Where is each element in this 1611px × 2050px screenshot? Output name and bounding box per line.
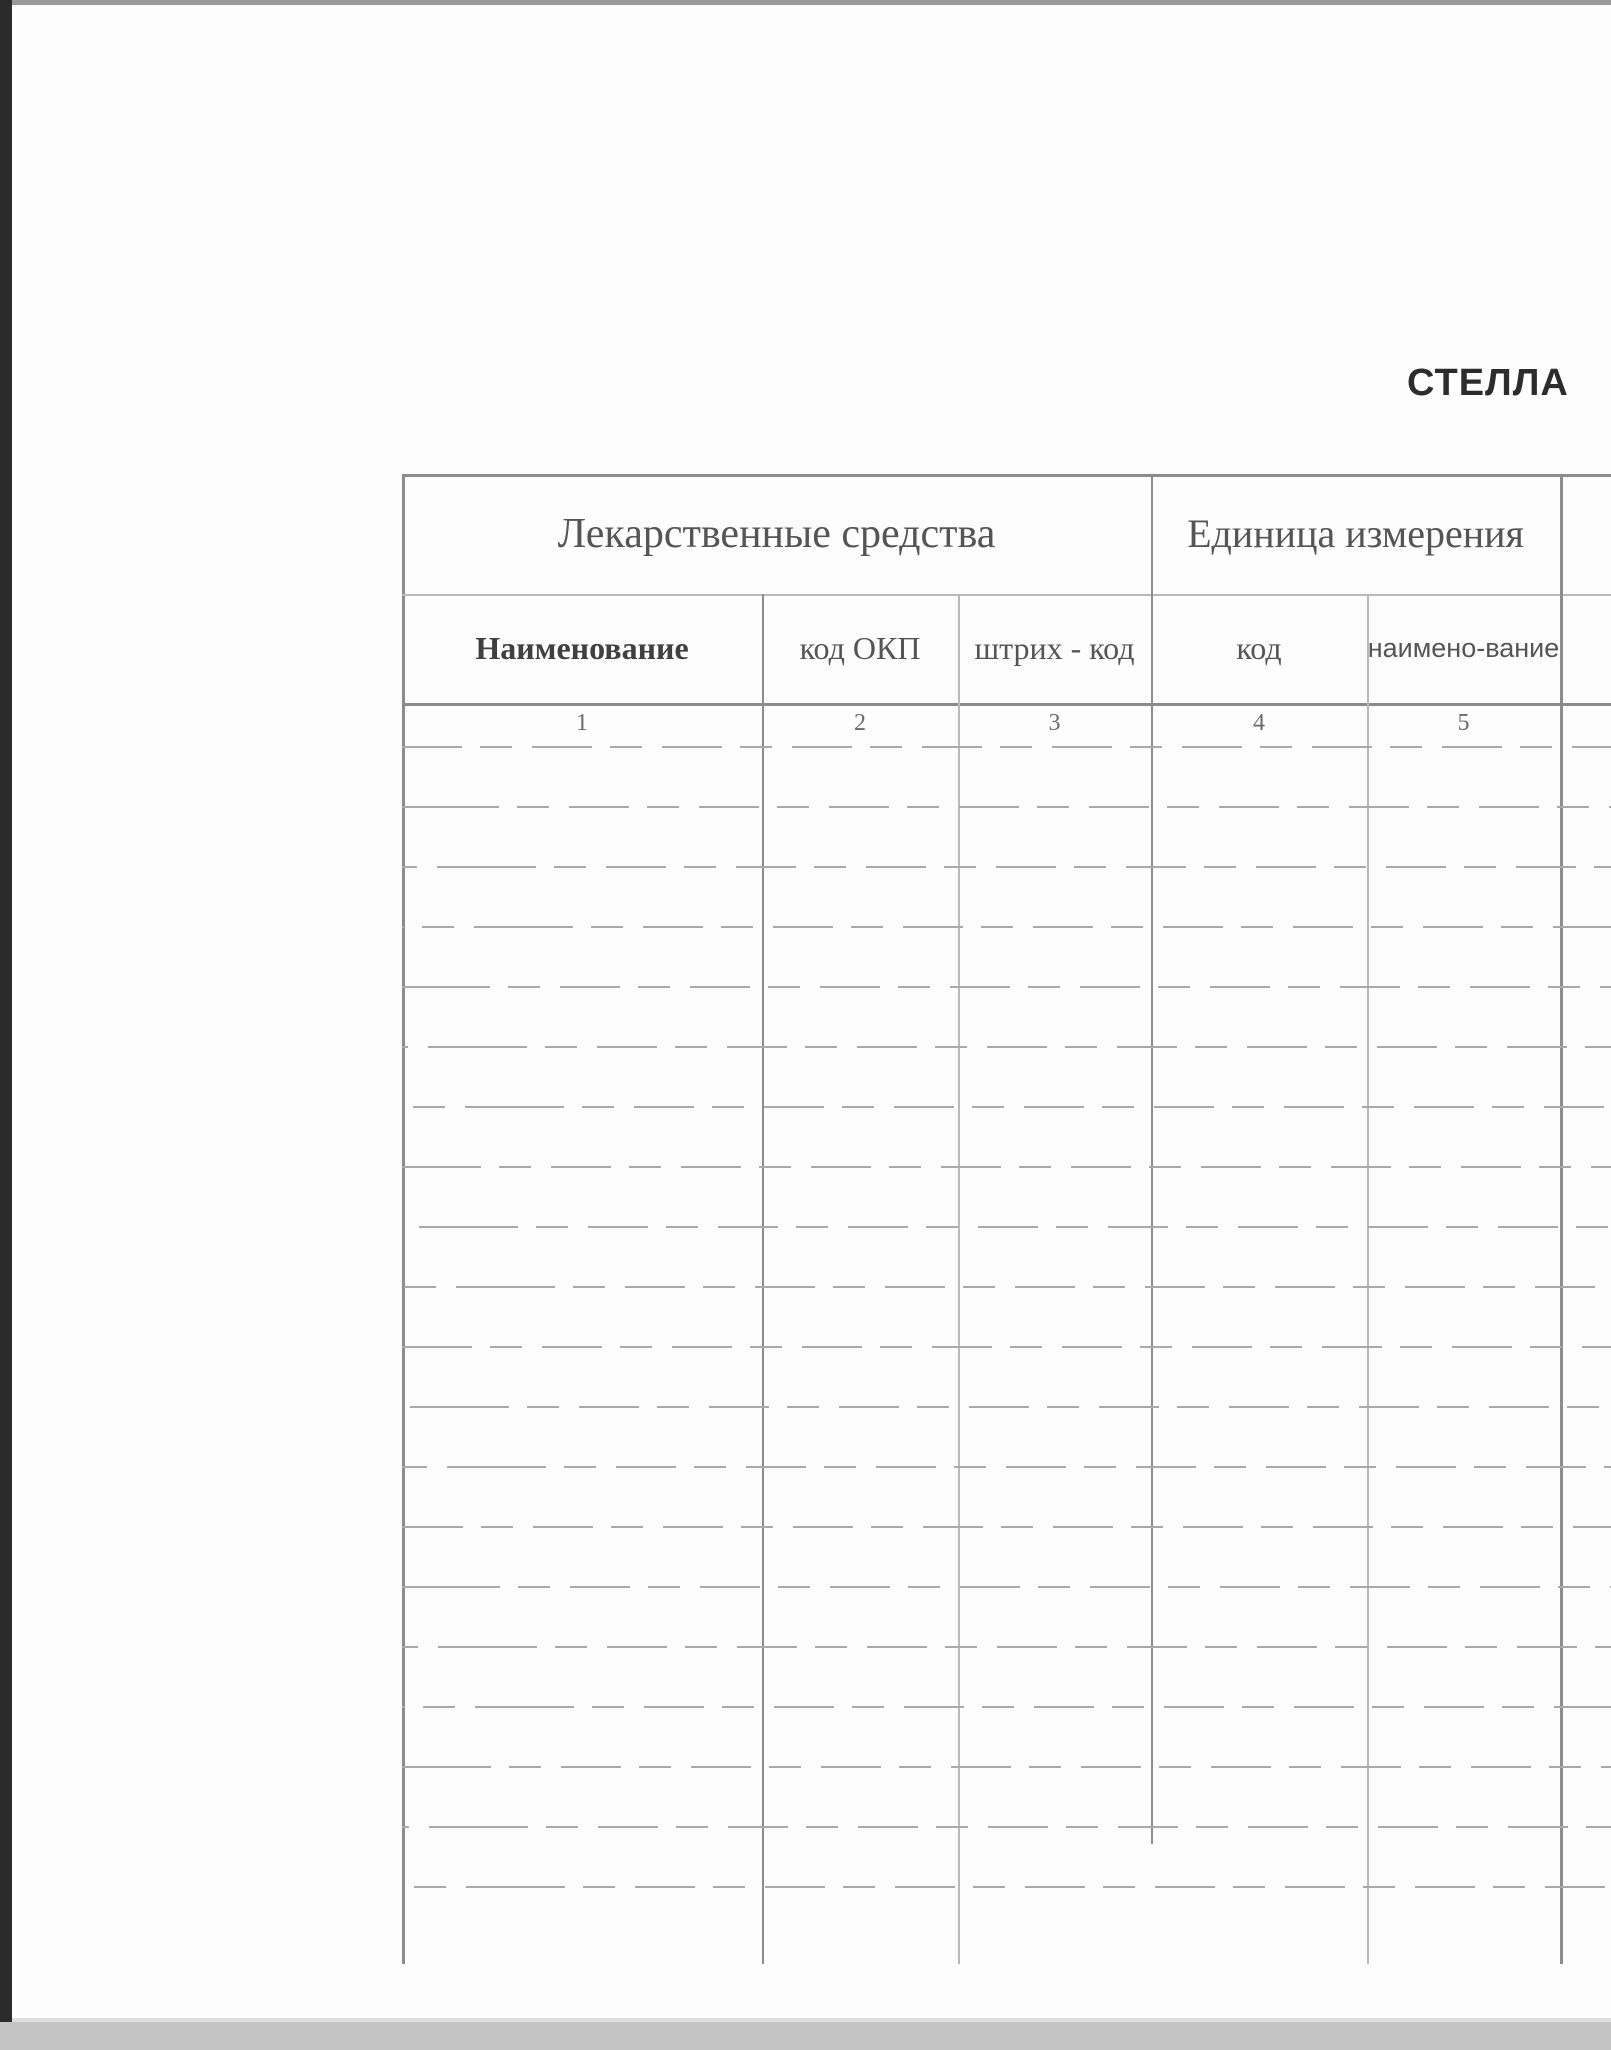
column-number-4: 4 (1253, 710, 1265, 737)
empty-row-line (402, 1166, 1611, 1168)
empty-row-line (402, 1226, 1611, 1228)
scan-edge-top (0, 0, 1611, 5)
column-divider-5 (1560, 474, 1563, 1964)
empty-row-line (402, 986, 1611, 988)
empty-row-line (402, 1286, 1611, 1288)
scan-edge-bottom (0, 2022, 1611, 2050)
column-header-okp-code: код ОКП (799, 630, 921, 667)
column-number-2: 2 (854, 710, 866, 737)
empty-row-line (402, 1646, 1611, 1648)
empty-row-line (402, 1406, 1611, 1408)
empty-row-line (402, 1046, 1611, 1048)
column-header-unit-code: код (1236, 630, 1282, 667)
column-header-name: Наименование (475, 630, 689, 667)
empty-row-line (402, 1706, 1611, 1708)
empty-row-line (402, 1826, 1611, 1828)
inventory-table (402, 474, 1611, 1964)
empty-row-line (402, 1346, 1611, 1348)
column-header-barcode: штрих - код (974, 630, 1135, 667)
scan-edge-left (0, 0, 12, 2050)
empty-row-line (402, 746, 1611, 748)
group-header-medicines: Лекарственные средства (557, 510, 996, 557)
empty-row-line (402, 1586, 1611, 1588)
empty-row-line (402, 1886, 1611, 1888)
column-divider-4 (1367, 594, 1369, 1964)
column-header-unit-name: наимено-вание (1367, 632, 1560, 663)
empty-row-line (402, 806, 1611, 808)
empty-row-line (402, 1766, 1611, 1768)
empty-row-line (402, 1106, 1611, 1108)
document-title: СТЕЛЛА (1407, 362, 1569, 404)
empty-row-line (402, 926, 1611, 928)
column-divider-1 (762, 594, 764, 1964)
column-number-1: 1 (576, 710, 588, 737)
empty-row-line (402, 1466, 1611, 1468)
column-divider-2 (958, 594, 960, 1964)
empty-row-line (402, 866, 1611, 868)
column-number-5: 5 (1457, 710, 1470, 737)
group-header-unit: Единица измерения (1187, 511, 1524, 556)
empty-row-line (402, 1526, 1611, 1528)
column-number-3: 3 (1048, 710, 1061, 737)
